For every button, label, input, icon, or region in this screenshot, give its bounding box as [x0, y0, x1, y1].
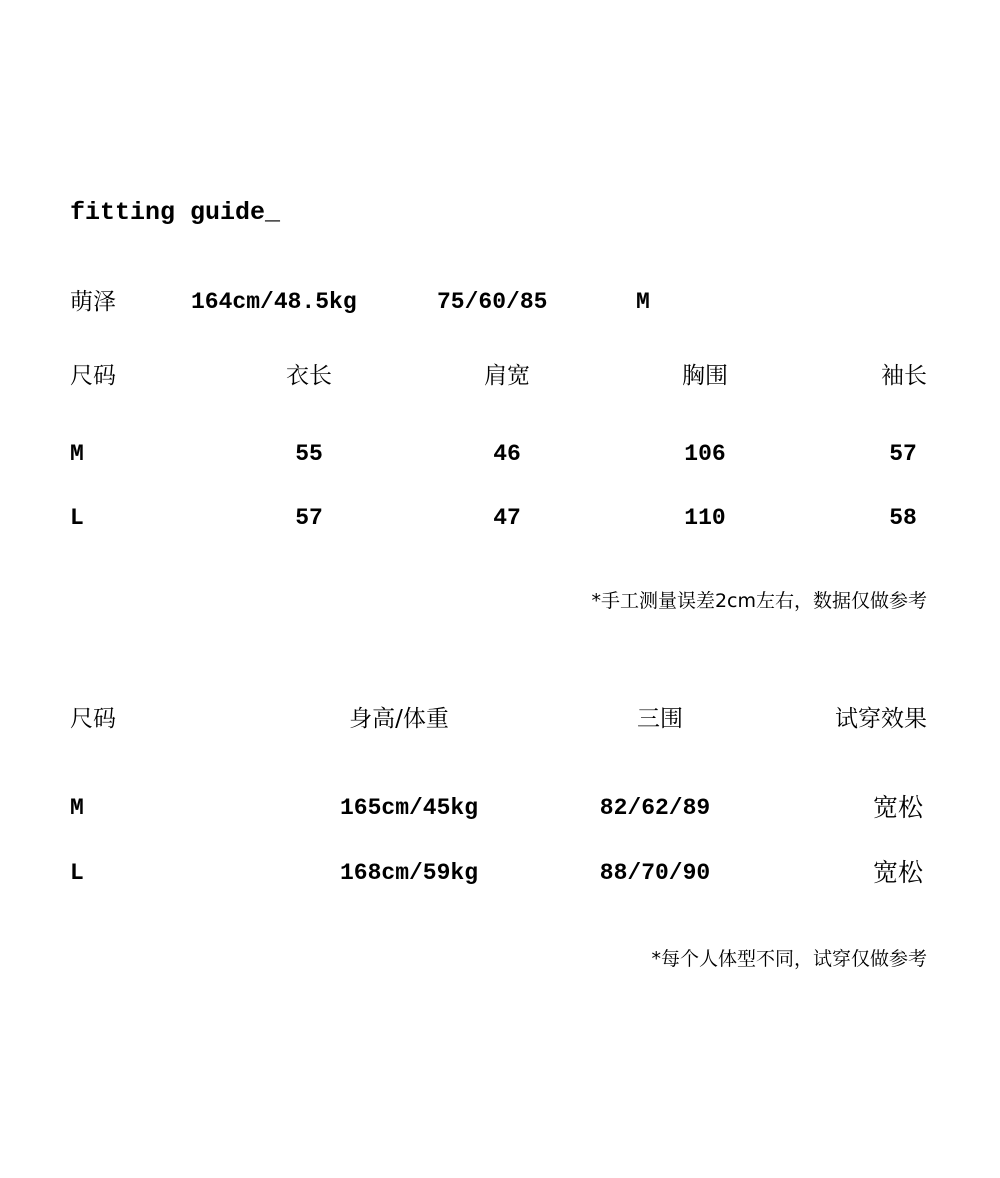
row-chest: 106: [684, 441, 726, 467]
header-size: 尺码: [70, 363, 116, 389]
row-size: M: [70, 795, 84, 821]
header-size: 尺码: [70, 706, 116, 732]
measurement-note: *手工测量误差2cm左右，数据仅做参考: [591, 590, 927, 612]
header-chest: 胸围: [682, 363, 728, 389]
header-length: 衣长: [286, 363, 332, 389]
model-size: M: [636, 289, 650, 315]
header-measurements: 三围: [637, 706, 683, 732]
row-size: M: [70, 441, 84, 467]
row-length: 57: [295, 505, 323, 531]
row-shoulder: 46: [493, 441, 521, 467]
row-height-weight: 165cm/45kg: [339, 795, 479, 821]
row-sleeve: 58: [889, 505, 917, 531]
row-fit-effect: 宽松: [872, 858, 923, 887]
row-measurements: 82/62/89: [599, 795, 711, 821]
header-fit-effect: 试穿效果: [835, 706, 927, 732]
header-shoulder: 肩宽: [484, 363, 530, 389]
row-size: L: [70, 505, 84, 531]
header-height-weight: 身高/体重: [349, 706, 449, 732]
row-shoulder: 47: [493, 505, 521, 531]
row-fit-effect: 宽松: [872, 793, 923, 822]
fit-note: *每个人体型不同，试穿仅做参考: [651, 948, 927, 970]
header-sleeve: 袖长: [881, 363, 927, 389]
row-size: L: [70, 860, 84, 886]
row-chest: 110: [684, 505, 726, 531]
row-measurements: 88/70/90: [599, 860, 711, 886]
row-height-weight: 168cm/59kg: [339, 860, 479, 886]
model-name: 萌泽: [70, 289, 116, 315]
row-sleeve: 57: [889, 441, 917, 467]
model-height-weight: 164cm/48.5kg: [191, 289, 357, 315]
page-title: fitting guide_: [70, 198, 281, 227]
row-length: 55: [295, 441, 323, 467]
model-measurements: 75/60/85: [437, 289, 548, 315]
